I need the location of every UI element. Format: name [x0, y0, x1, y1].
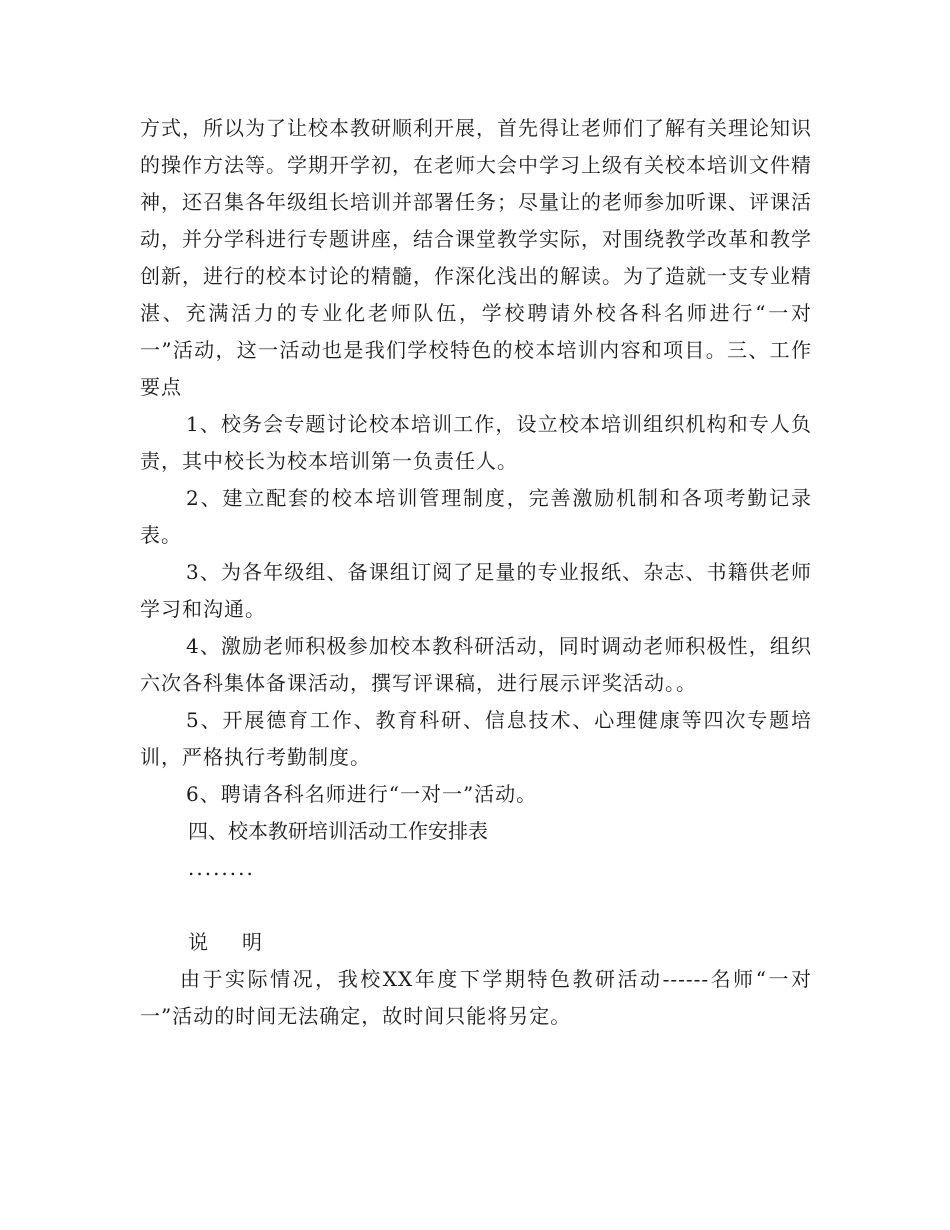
blank-line — [140, 887, 812, 924]
work-point-5: 5、开展德育工作、教育科研、信息技术、心理健康等四次专题培训，严格执行考勤制度。 — [140, 708, 812, 769]
work-point-6: 6、聘请各科名师进行“一对一”活动。 — [186, 782, 538, 806]
work-point-4: 4、激励老师积极参加校本教科研活动，同时调动老师积极性，组织六次各科集体备课活动，撰写评课稿，进行展示评奖活动。。 — [140, 634, 812, 695]
work-point-2: 2、建立配套的校本培训管理制度，完善激励机制和各项考勤记录表。 — [140, 486, 812, 547]
section-heading: 四、校本教研培训活动工作安排表 — [188, 819, 488, 843]
work-point-1: 1、校务会专题讨论校本培训工作，设立校本培训组织机构和专人负责，其中校长为校本培训第一负责任人。 — [140, 412, 812, 473]
document-page — [140, 110, 812, 1035]
work-point-3: 3、为各年级组、备课组订阅了足量的专业报纸、杂志、书籍供老师学习和沟通。 — [140, 560, 812, 621]
intro-paragraph: 方式，所以为了让校本教研顺利开展，首先得让老师们了解有关理论知识的操作方法等。学期开学初，在老师大会中学习上级有关校本培训文件精神，还召集各年级组长培训并部署任务；尽量让的老师参加听课、评课活动，并分学科进行专题讲座，结合课堂教学实际，对围绕教学改革和教学创新，进行的校本讨论的精髓，作深化浅出的解读。为了造就一支专业精湛、充满活力的专业化老师队伍，学校聘请外校各科名师进行“一对一”活动，这一活动也是我们学校特色的校本培训内容和项目。三、工作要点 — [140, 116, 812, 399]
note-title-char-2: 明 — [242, 930, 262, 954]
note-body: 由于实际情况，我校XX年度下学期特色教研活动------名师“一对一”活动的时间无法确定，故时间只能将另定。 — [140, 967, 812, 1028]
note-title-char-1: 说 — [188, 930, 208, 954]
note-title — [140, 924, 812, 961]
ellipsis-dots: ........ — [188, 856, 255, 880]
